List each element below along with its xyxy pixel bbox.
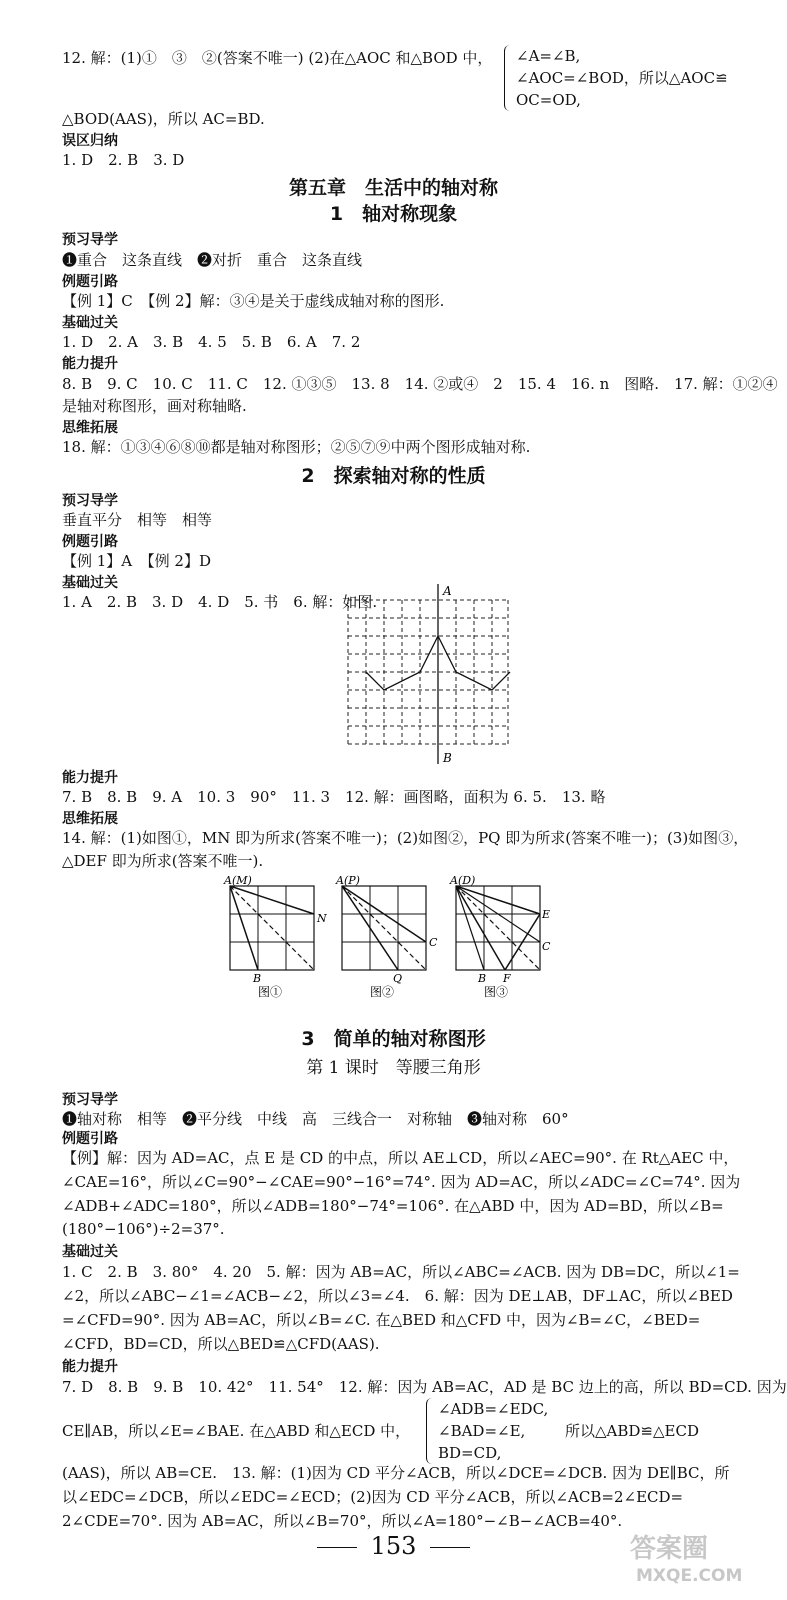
brace-row: ∠ADB=∠EDC, xyxy=(438,1400,549,1418)
point-label: B xyxy=(478,972,487,985)
answer-line: 【例】解：因为 AD=AC，点 E 是 CD 的中点，所以 AE⊥CD，所以∠AEC=90°. 在 Rt△AEC 中， xyxy=(62,1149,739,1167)
point-label: C xyxy=(429,936,438,949)
brace-row: ∠BAD=∠E, xyxy=(438,1422,526,1440)
point-label: C xyxy=(542,940,551,953)
page-number-dash xyxy=(430,1547,470,1548)
figure-2 xyxy=(335,874,438,999)
answer-line: 以∠EDC=∠DCB，所以∠EDC=∠ECD；(2)因为 CD 平分∠ACB，所以∠ACB=2∠ECD= xyxy=(62,1488,684,1506)
section-heading: 能力提升 xyxy=(62,1359,118,1375)
section-heading: 基础过关 xyxy=(62,575,118,591)
answer-line: 【例 1】A 【例 2】D xyxy=(62,552,211,570)
brace-mark xyxy=(504,45,513,111)
point-label: A(D) xyxy=(450,874,476,887)
page-number-dash xyxy=(317,1547,357,1548)
answer-line: (AAS)，所以 AB=CE. 13. 解：(1)因为 CD 平分∠ACB，所以∠DCE=∠DCB. 因为 DE∥BC，所 xyxy=(62,1464,730,1482)
answer-line: △BOD(AAS)，所以 AC=BD. xyxy=(62,110,265,128)
answer-line: 2∠CDE=70°. 因为 AB=AC，所以∠B=70°，所以∠A=180°−∠B−∠ACB=40°. xyxy=(62,1512,623,1530)
answer-line: 垂直平分 相等 相等 xyxy=(62,511,213,529)
section-heading: 预习导学 xyxy=(62,232,118,248)
answer-line: 1. D 2. A 3. B 4. 5 5. B 6. A 7. 2 xyxy=(62,333,361,351)
section-heading: 例题引路 xyxy=(62,534,118,550)
watermark-url: MXQE.COM xyxy=(636,1566,743,1586)
chapter-title: 第五章 生活中的轴对称 xyxy=(288,177,498,199)
section-title: 1 轴对称现象 xyxy=(329,203,458,225)
brace-row: OC=OD, xyxy=(516,91,581,109)
point-label: B xyxy=(253,972,262,985)
section-heading: 基础过关 xyxy=(62,315,118,331)
point-label: F xyxy=(503,972,511,985)
answer-line: 1. A 2. B 3. D 4. D 5. 书 6. 解：如图. xyxy=(62,593,378,611)
answer-line: ❶重合 这条直线 ❷对折 重合 这条直线 xyxy=(62,251,363,269)
answer-line: ∠CAE=16°，所以∠C=90°−∠CAE=90°−16°=74°. 因为 AD=AC，所以∠ADC=∠C=74°. 因为 xyxy=(62,1173,741,1191)
answer-line: 是轴对称图形，画对称轴略. xyxy=(62,397,247,415)
page-number-text: 153 xyxy=(370,1532,417,1560)
figure-caption: 图③ xyxy=(484,985,509,999)
answer-line: ∠ADB+∠ADC=180°，所以∠ADB=180°−74°=106°. 在△ABD 中，因为 AD=BD，所以∠B= xyxy=(62,1197,724,1215)
point-label: A xyxy=(443,584,452,598)
answer-line: ∠CFD，BD=CD，所以△BED≌△CFD(AAS). xyxy=(62,1335,380,1353)
answer-line: 【例 1】C 【例 2】解：③④是关于虚线成轴对称的图形. xyxy=(62,292,445,310)
section-heading: 预习导学 xyxy=(62,493,118,509)
brace-mark xyxy=(426,1398,435,1464)
answer-line: ∠2，所以∠ABC−∠1=∠ACB−∠2，所以∠3=∠4. 6. 解：因为 DE⊥AB，DF⊥AC，所以∠BED xyxy=(62,1287,733,1305)
answer-line: 7. B 8. B 9. A 10. 3 90° 11. 3 12. 解：画图略，面积为 6. 5. 13. 略 xyxy=(62,788,606,806)
answer-line: ❶轴对称 相等 ❷平分线 中线 高 三线合一 对称轴 ❸轴对称 60° xyxy=(62,1110,569,1128)
point-label: A(P) xyxy=(336,874,360,887)
section-heading: 例题引路 xyxy=(62,1131,118,1147)
answer-line: 12. 解：(1)① ③ ②(答案不唯一) (2)在△AOC 和△BOD 中， xyxy=(62,49,493,67)
brace-row: ∠A=∠B, xyxy=(516,47,581,65)
answer-line: CE∥AB，所以∠E=∠BAE. 在△ABD 和△ECD 中， xyxy=(62,1422,411,1440)
answer-line: (180°−106°)÷2=37°. xyxy=(62,1220,225,1238)
point-label: A(M) xyxy=(224,874,252,887)
section-heading: 能力提升 xyxy=(62,356,118,372)
section-heading: 思维拓展 xyxy=(62,420,118,436)
watermark-logo: 答案圈 xyxy=(630,1534,709,1564)
section-heading: 误区归纳 xyxy=(62,133,118,149)
point-label: E xyxy=(542,908,551,921)
answer-line: △DEF 即为所求(答案不唯一). xyxy=(62,852,264,870)
point-label: Q xyxy=(393,972,403,985)
figure-3 xyxy=(449,874,551,999)
answer-line: =∠CFD=90°. 因为 AB=AC，所以∠B=∠C. 在△BED 和△CFD 中，因为∠B=∠C，∠BED= xyxy=(62,1311,701,1329)
answer-line: 14. 解：(1)如图①，MN 即为所求(答案不唯一)；(2)如图②，PQ 即为所求(答案不唯一)；(3)如图③， xyxy=(62,829,749,847)
answer-line: 1. C 2. B 3. 80° 4. 20 5. 解：因为 AB=AC，所以∠ABC=∠ACB. 因为 DB=DC，所以∠1= xyxy=(62,1263,740,1281)
answer-line: 所以△ABD≌△ECD xyxy=(565,1422,699,1440)
figures-q14 xyxy=(220,872,560,1000)
lesson-title: 第 1 课时 等腰三角形 xyxy=(306,1058,481,1078)
figure-caption: 图② xyxy=(370,985,395,999)
section-title: 2 探索轴对称的性质 xyxy=(301,465,486,487)
section-heading: 预习导学 xyxy=(62,1092,118,1108)
grid-figure-q6 xyxy=(340,582,520,772)
section-heading: 能力提升 xyxy=(62,770,118,786)
brace-equations xyxy=(426,1398,556,1464)
figure-1 xyxy=(223,874,327,999)
brace-equations xyxy=(504,45,734,111)
answer-line: 1. D 2. B 3. D xyxy=(62,151,185,169)
answer-line: 8. B 9. C 10. C 11. C 12. ①③⑤ 13. 8 14. ②或④ 2 15. 4 16. n 图略. 17. 解：①②④ xyxy=(62,375,778,393)
figure-caption: 图① xyxy=(258,985,283,999)
point-label: B xyxy=(443,751,452,765)
answer-line: 18. 解：①③④⑥⑧⑩都是轴对称图形；②⑤⑦⑨中两个图形成轴对称. xyxy=(62,438,531,456)
section-title: 3 简单的轴对称图形 xyxy=(301,1028,486,1050)
section-heading: 例题引路 xyxy=(62,274,118,290)
point-label: N xyxy=(317,912,327,925)
brace-row: BD=CD, xyxy=(438,1444,502,1462)
answer-line: 7. D 8. B 9. B 10. 42° 11. 54° 12. 解：因为 AB=AC，AD 是 BC 边上的高，所以 BD=CD. 因为 xyxy=(62,1378,787,1396)
section-heading: 思维拓展 xyxy=(62,811,118,827)
section-heading: 基础过关 xyxy=(62,1244,118,1260)
brace-row: ∠AOC=∠BOD，所以△AOC≌ xyxy=(516,69,728,87)
